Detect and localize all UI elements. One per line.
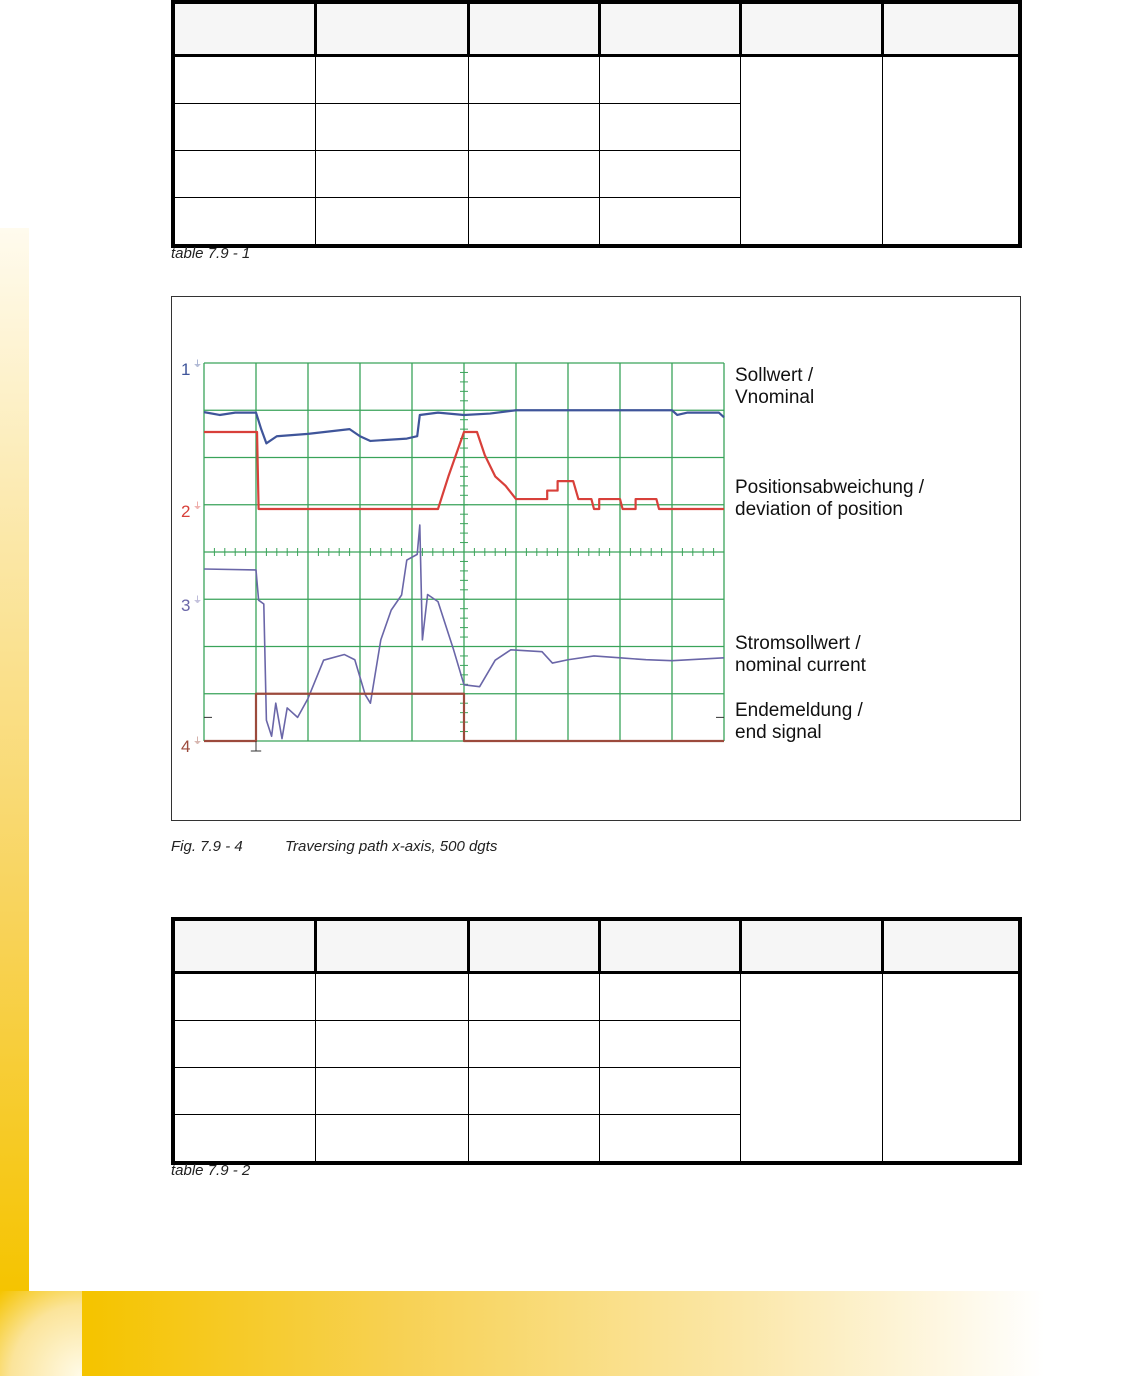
decorative-corner [0, 1291, 82, 1376]
ground-marker-icon: ⏚ [193, 501, 203, 511]
label-line: Vnominal [735, 387, 815, 408]
table-caption: table 7.9 - 2 [171, 1162, 251, 1179]
channel-marker-3: 3 [181, 596, 191, 615]
oscilloscope-chart [171, 350, 731, 760]
ground-marker-icon: ⏚ [193, 736, 203, 746]
label-line: Endemeldung / [735, 700, 863, 721]
decorative-side-bar [0, 228, 29, 1291]
channel-marker-4: 4 [181, 737, 191, 756]
ground-marker-icon: ⏚ [193, 359, 203, 369]
channel-marker-1: 1 [181, 360, 191, 379]
label-line: Stromsollwert / [735, 633, 861, 654]
label-line: Positionsabweichung / [735, 477, 925, 498]
label-line: end signal [735, 722, 822, 743]
table-7-9-1 [171, 0, 1022, 248]
label-line: deviation of position [735, 499, 903, 520]
label-line: Sollwert / [735, 365, 814, 386]
table-row [173, 973, 1020, 1021]
figure-number: Fig. 7.9 - 4 [171, 838, 243, 855]
channel-marker-2: 2 [181, 502, 191, 521]
label-sollwert [735, 365, 814, 409]
table-header-row [173, 919, 1020, 973]
table-header-row [173, 2, 1020, 56]
table-7-9-2 [171, 917, 1022, 1165]
label-endemeldung [735, 700, 863, 744]
label-line: nominal current [735, 655, 866, 676]
table-caption: table 7.9 - 1 [171, 245, 251, 262]
table-row [173, 56, 1020, 104]
label-positionsabweichung [735, 477, 924, 521]
figure-title: Traversing path x-axis, 500 dgts [285, 838, 498, 855]
decorative-footer-band [0, 1291, 1135, 1376]
ground-marker-icon: ⏚ [193, 595, 203, 605]
label-stromsollwert [735, 633, 866, 677]
